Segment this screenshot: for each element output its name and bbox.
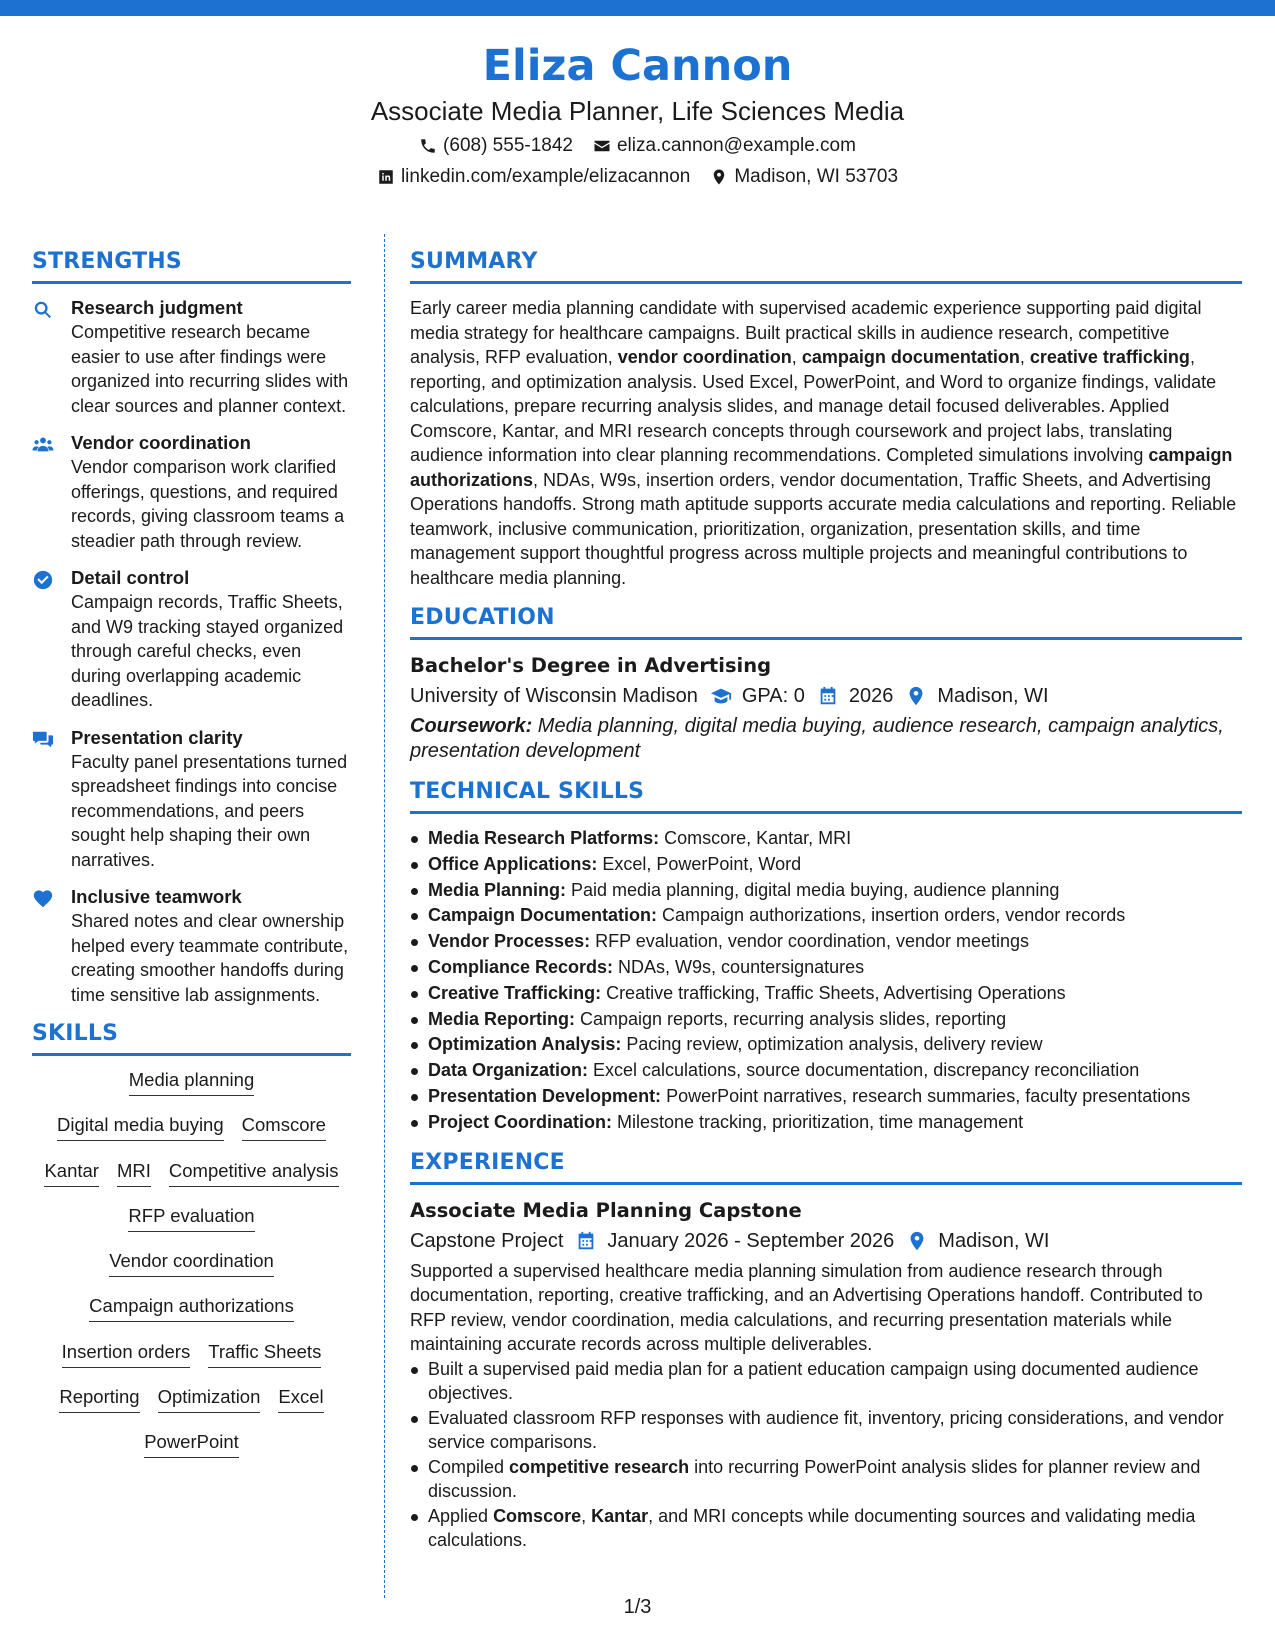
linkedin-contact[interactable] bbox=[377, 164, 690, 190]
strength-desc: Vendor comparison work clarified offerings, questions, and required records, giving classroom teams a steadier path through review. bbox=[71, 457, 345, 551]
skill-tag: MRI bbox=[117, 1159, 151, 1187]
job-summary: Supported a supervised healthcare media planning simulation from audience research through documentation, reporting, creative trafficking, and an Advertising Operations handoff. Contributed to RFP review, vendor coordination, media calculations, and recurring presentation materials while maintaining accurate records across multiple deliverables. bbox=[410, 1260, 1203, 1355]
education-heading: EDUCATION bbox=[410, 604, 1242, 640]
experience-bullet: Applied Comscore, Kantar, and MRI concepts while documenting sources and validating media calculations. bbox=[410, 1504, 1242, 1553]
edu-location-item bbox=[905, 682, 1048, 710]
skill-row bbox=[32, 1294, 351, 1339]
school-name: University of Wisconsin Madison bbox=[410, 685, 698, 707]
check-circle-icon bbox=[32, 569, 54, 591]
email-contact[interactable] bbox=[593, 133, 856, 159]
summary-text: Early career media planning candidate with supervised academic experience supporting paid digital media strategy for healthcare campaigns. Built practical skills in audience research, competitive analysis, RFP evaluation, vendor coordination, campaign documentation, creative trafficking, reporting, and optimization analysis. Used Excel, PowerPoint, and Word to organize findings, validate calculations, prepare recurring analysis slides, and manage detail focused deliverables. Applied Comscore, Kantar, and MRI research concepts through coursework and project labs, translating audience information into clear planning recommendations. Completed simulations involving campaign authorizations, NDAs, W9s, insertion orders, vendor documentation, Traffic Sheets, and Advertising Operations handoffs. Strong math aptitude supports accurate media calculations and reporting. Reliable teamwork, inclusive communication, prioritization, organization, presentation skills, and time management support thoughtful progress across multiple projects and meaningful contributions to healthcare media planning. bbox=[410, 298, 1237, 588]
strength-item bbox=[32, 885, 351, 1007]
left-column bbox=[32, 248, 351, 1476]
technical-skill-item: Media Reporting: Campaign reports, recurring analysis slides, reporting bbox=[410, 1007, 1242, 1033]
technical-skill-item: Compliance Records: NDAs, W9s, countersignatures bbox=[410, 955, 1242, 981]
technical-skill-item: Vendor Processes: RFP evaluation, vendor coordination, vendor meetings bbox=[410, 929, 1242, 955]
strength-item bbox=[32, 296, 351, 418]
technical-skill-item: Media Research Platforms: Comscore, Kantar, MRI bbox=[410, 826, 1242, 852]
skill-row bbox=[32, 1249, 351, 1294]
linkedin-text: linkedin.com/example/elizacannon bbox=[400, 166, 691, 187]
candidate-name: Eliza Cannon bbox=[482, 41, 793, 91]
job-dates: January 2026 - September 2026 bbox=[607, 1229, 895, 1252]
strength-title: Presentation clarity bbox=[71, 726, 243, 748]
year-text: 2026 bbox=[848, 685, 894, 707]
year-item bbox=[817, 682, 894, 710]
map-marker-icon bbox=[905, 685, 927, 707]
strength-title: Detail control bbox=[71, 567, 190, 588]
skill-tag: Campaign authorizations bbox=[89, 1294, 294, 1322]
strength-item bbox=[32, 726, 351, 873]
job-meta bbox=[410, 1227, 1242, 1255]
envelope-icon bbox=[593, 137, 611, 155]
experience-bullet: Built a supervised paid media plan for a patient education campaign using documented audience objectives. bbox=[410, 1357, 1242, 1406]
experience-heading: EXPERIENCE bbox=[410, 1149, 1242, 1185]
skill-tag: Kantar bbox=[44, 1159, 99, 1187]
skill-tag: Digital media buying bbox=[57, 1113, 224, 1141]
job-location: Madison, WI bbox=[938, 1229, 1050, 1252]
technical-skill-item: Optimization Analysis: Pacing review, optimization analysis, delivery review bbox=[410, 1032, 1242, 1058]
technical-skill-item: Creative Trafficking: Creative trafficking, Traffic Sheets, Advertising Operations bbox=[410, 981, 1242, 1007]
technical-skills-heading: TECHNICAL SKILLS bbox=[410, 778, 1242, 814]
phone-text: (608) 555-1842 bbox=[443, 135, 573, 156]
skills-list bbox=[32, 1068, 351, 1476]
summary-heading: SUMMARY bbox=[410, 248, 1242, 284]
email-text: eliza.cannon@example.com bbox=[616, 135, 856, 156]
skill-row bbox=[32, 1340, 351, 1385]
technical-skill-item: Campaign Documentation: Campaign authorizations, insertion orders, vendor records bbox=[410, 903, 1242, 929]
calendar-icon bbox=[817, 685, 839, 707]
job-location-item bbox=[906, 1227, 1049, 1255]
coursework bbox=[410, 714, 1242, 764]
skill-tag: RFP evaluation bbox=[128, 1204, 254, 1232]
gpa-item bbox=[710, 682, 805, 710]
job-org: Capstone Project bbox=[410, 1229, 564, 1252]
technical-skill-item: Project Coordination: Milestone tracking, prioritization, time management bbox=[410, 1110, 1242, 1136]
skill-tag: Insertion orders bbox=[62, 1340, 191, 1368]
column-divider bbox=[384, 234, 385, 1598]
strength-desc: Shared notes and clear ownership helped every teammate contribute, creating smoother handoffs during time sensitive lab assignments. bbox=[71, 911, 349, 1005]
location-contact bbox=[710, 164, 898, 190]
skill-tag: Excel bbox=[278, 1385, 323, 1413]
job-dates-item bbox=[575, 1227, 894, 1255]
calendar-icon bbox=[575, 1230, 597, 1252]
top-accent-bar bbox=[0, 0, 1275, 16]
strengths-list bbox=[32, 296, 351, 1007]
search-icon bbox=[32, 299, 54, 321]
phone-icon bbox=[419, 137, 437, 155]
skills-heading: SKILLS bbox=[32, 1020, 351, 1056]
strength-title: Inclusive teamwork bbox=[71, 886, 242, 907]
strength-item bbox=[32, 431, 351, 553]
skill-row bbox=[32, 1385, 351, 1430]
strength-title: Vendor coordination bbox=[71, 432, 251, 453]
skill-row bbox=[32, 1204, 351, 1249]
strengths-heading: STRENGTHS bbox=[32, 248, 351, 284]
job-title: Associate Media Planning Capstone bbox=[410, 1198, 802, 1222]
strength-desc: Competitive research became easier to use after findings were organized into recurring slides with clear sources and planner context. bbox=[71, 322, 349, 416]
edu-location-text: Madison, WI bbox=[937, 685, 1049, 707]
experience-bullets bbox=[410, 1357, 1242, 1553]
skill-row bbox=[32, 1113, 351, 1158]
skill-tag: PowerPoint bbox=[144, 1430, 239, 1458]
skill-tag: Vendor coordination bbox=[109, 1249, 274, 1277]
resume-header bbox=[0, 40, 1275, 190]
skill-tag: Comscore bbox=[242, 1113, 326, 1141]
graduation-cap-icon bbox=[710, 685, 732, 707]
skill-tag: Reporting bbox=[59, 1385, 139, 1413]
page-number: 1/3 bbox=[623, 1596, 652, 1618]
strength-desc: Faculty panel presentations turned spreadsheet findings into concise recommendations, and peers sought help shaping their own narratives. bbox=[71, 751, 348, 870]
technical-skill-item: Office Applications: Excel, PowerPoint, Word bbox=[410, 852, 1242, 878]
linkedin-icon bbox=[377, 168, 395, 186]
right-column bbox=[410, 248, 1242, 1553]
heart-icon bbox=[32, 888, 54, 910]
skill-tag: Media planning bbox=[129, 1068, 254, 1096]
coursework-label: Coursework: bbox=[410, 715, 533, 737]
education-meta bbox=[410, 682, 1242, 710]
experience-bullet: Evaluated classroom RFP responses with audience fit, inventory, pricing considerations, and vendor service comparisons. bbox=[410, 1406, 1242, 1455]
technical-skills-list bbox=[410, 826, 1242, 1136]
skill-row bbox=[32, 1159, 351, 1204]
technical-skill-item: Data Organization: Excel calculations, source documentation, discrepancy reconciliation bbox=[410, 1058, 1242, 1084]
degree-title: Bachelor's Degree in Advertising bbox=[410, 654, 772, 677]
experience-bullet: Compiled competitive research into recurring PowerPoint analysis slides for planner review and discussion. bbox=[410, 1455, 1242, 1504]
gpa-text: GPA: 0 bbox=[741, 685, 805, 707]
skill-tag: Traffic Sheets bbox=[208, 1340, 321, 1368]
strength-title: Research judgment bbox=[71, 297, 243, 318]
strength-desc: Campaign records, Traffic Sheets, and W9 tracking stayed organized through careful checks, even during overlapping academic deadlines. bbox=[71, 592, 344, 710]
skill-tag: Competitive analysis bbox=[169, 1159, 339, 1187]
skill-row bbox=[32, 1068, 351, 1113]
phone-contact[interactable] bbox=[419, 133, 573, 159]
contact-row-2 bbox=[0, 164, 1275, 190]
strength-item bbox=[32, 566, 351, 713]
comments-icon bbox=[32, 729, 54, 751]
technical-skill-item: Presentation Development: PowerPoint narratives, research summaries, faculty presentations bbox=[410, 1084, 1242, 1110]
contact-row-1 bbox=[0, 133, 1275, 159]
location-text: Madison, WI 53703 bbox=[734, 166, 899, 187]
coursework-text: Media planning, digital media buying, audience research, campaign analytics, presentation development bbox=[410, 715, 1224, 762]
technical-skill-item: Media Planning: Paid media planning, digital media buying, audience planning bbox=[410, 878, 1242, 904]
map-marker-icon bbox=[710, 168, 728, 186]
users-icon bbox=[32, 434, 54, 456]
skill-tag: Optimization bbox=[158, 1385, 261, 1413]
candidate-title: Associate Media Planner, Life Sciences Media bbox=[370, 96, 905, 126]
map-marker-icon bbox=[906, 1230, 928, 1252]
skill-row bbox=[32, 1430, 351, 1475]
